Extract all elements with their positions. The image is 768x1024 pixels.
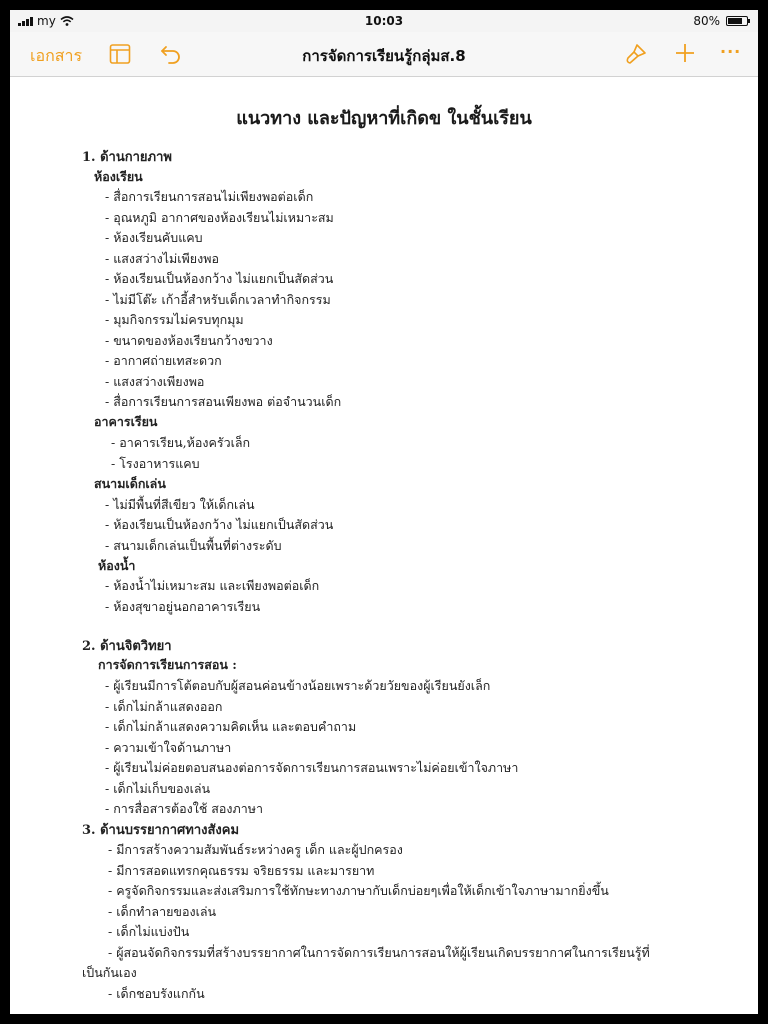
section-heading: 3. ด้านบรรยากาศทางสังคม <box>82 823 240 838</box>
list-item: - ไม่มีพื้นที่สีเขียว ให้เด็กเล่น <box>105 497 255 512</box>
list-item: - อุณหภูมิ อากาศของห้องเรียนไม่เหมาะสม <box>105 210 334 225</box>
list-item: - ห้องสุขาอยู่นอกอาคารเรียน <box>105 599 261 614</box>
document-page[interactable] <box>10 77 758 1014</box>
section-heading: 2. ด้านจิตวิทยา <box>82 639 172 654</box>
list-item: - เด็กไม่กล้าแสดงความคิดเห็น และตอบคำถาม <box>105 719 357 734</box>
add-icon[interactable] <box>674 42 696 64</box>
list-item: - แสงสว่างไม่เพียงพอ <box>105 251 219 266</box>
page-title: แนวทาง และปัญหาที่เกิดข ในชั้นเรียน <box>236 108 532 129</box>
list-item: - แสงสว่างเพียงพอ <box>105 374 205 389</box>
list-item: - ครูจัดกิจกรรมและส่งเสริมการใช้ทักษะทางภาษากับเด็กบ่อยๆเพื่อให้เด็กเข้าใจภาษามากยิ่งขึ้น <box>108 883 609 898</box>
list-item: - ความเข้าใจด้านภาษา <box>105 740 232 755</box>
list-item: - ผู้สอนจัดกิจกรรมที่สร้างบรรยากาศในการจัดการเรียนการสอนให้ผู้เรียนเกิดบรรยากาศในการเรียนรู้ที่ <box>108 945 650 960</box>
status-right <box>693 14 748 28</box>
format-brush-icon[interactable] <box>624 42 648 66</box>
list-item: - อาคารเรียน,ห้องครัวเล็ก <box>111 435 251 450</box>
list-item: - เด็กไม่แบ่งปัน <box>108 924 190 939</box>
list-item: - โรงอาหารแคบ <box>111 456 200 471</box>
list-item: - เด็กไม่เก็บของเล่น <box>105 781 211 796</box>
list-item: - ห้องเรียนคับแคบ <box>105 230 203 245</box>
list-item: - เด็กทำลายของเล่น <box>108 904 217 919</box>
list-item: - ห้องเรียนเป็นห้องกว้าง ไม่แยกเป็นสัดส่วน <box>105 517 334 532</box>
list-item: - มีการสอดแทรกคุณธรรม จริยธรรม และมารยาท <box>108 863 375 878</box>
list-item: - มุมกิจกรรมไม่ครบทุกมุม <box>105 312 244 327</box>
document-title: การจัดการเรียนรู้กลุ่มส.8 <box>302 47 466 65</box>
subsection-label: ห้องเรียน <box>94 169 143 184</box>
section-heading: 1. ด้านกายภาพ <box>82 150 172 165</box>
subsection-label: ห้องน้ำ <box>98 558 136 573</box>
list-item: - สนามเด็กเล่นเป็นพื้นที่ต่างระดับ <box>105 538 282 553</box>
subsection-label: สนามเด็กเล่น <box>94 476 166 491</box>
battery-icon <box>726 16 748 26</box>
list-item: - ผู้เรียนไม่ค่อยตอบสนองต่อการจัดการเรียนการสอนเพราะไม่ค่อยเข้าใจภาษา <box>105 760 519 775</box>
list-item-continuation: เป็นกันเอง <box>82 965 137 980</box>
ipad-screen <box>10 10 758 1014</box>
list-item: - การสื่อสารต้องใช้ สองภาษา <box>105 801 264 816</box>
list-item: - สื่อการเรียนการสอนไม่เพียงพอต่อเด็ก <box>105 189 314 204</box>
list-item: - ไม่มีโต๊ะ เก้าอี้สำหรับเด็กเวลาทำกิจกรรม <box>105 292 331 307</box>
list-item: - ขนาดของห้องเรียนกว้างขวาง <box>105 333 273 348</box>
list-item: - เด็กไม่กล้าแสดงออก <box>105 699 223 714</box>
list-item: - มีการสร้างความสัมพันธ์ระหว่างครู เด็ก และผู้ปกครอง <box>108 842 403 857</box>
documents-back-button[interactable]: เอกสาร <box>30 46 83 65</box>
list-item: - เด็กชอบรังแกกัน <box>108 986 205 1001</box>
document-toolbar <box>10 32 758 77</box>
list-item: - ห้องน้ำไม่เหมาะสม และเพียงพอต่อเด็ก <box>105 578 320 593</box>
subsection-label: อาคารเรียน <box>94 414 158 429</box>
carrier-name: my <box>37 14 56 28</box>
list-item: - สื่อการเรียนการสอนเพียงพอ ต่อจำนวนเด็ก <box>105 394 342 409</box>
battery-percent: 80% <box>693 14 720 28</box>
list-item: - อากาศถ่ายเทสะดวก <box>105 353 222 368</box>
status-time: 10:03 <box>364 14 404 28</box>
list-item: - ผู้เรียนมีการโต้ตอบกับผู้สอนค่อนข้างน้อยเพราะด้วยวัยของผู้เรียนยังเล็ก <box>105 678 491 693</box>
subsection-label: การจัดการเรียนการสอน : <box>98 657 237 672</box>
status-bar <box>10 10 758 32</box>
list-item: - ห้องเรียนเป็นห้องกว้าง ไม่แยกเป็นสัดส่วน <box>105 271 334 286</box>
more-options-icon[interactable]: ··· <box>720 42 742 61</box>
